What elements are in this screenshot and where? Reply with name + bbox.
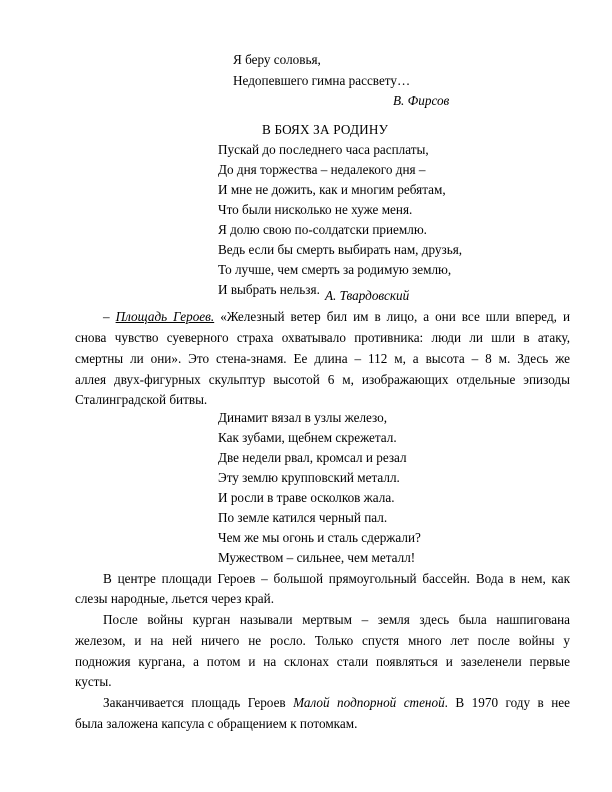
para4-italic-phrase: Малой подпорной стеной [293,695,445,710]
para2-line-2: слезы народные, льется через край. [75,591,275,606]
poem1-author: В. Фирсов [393,93,450,108]
poem2-line-3: И мне не дожить, как и многим ребятам, [218,182,446,197]
poem3-line-8: Мужеством – сильнее, чем металл! [218,550,416,565]
poem1-line-2: Недопевшего гимна рассвету… [233,73,411,88]
para3-line-3: подножия кургана, а потом и на склонах стали появляться и зазеленели первые [75,654,570,669]
poem1-line-1: Я беру соловья, [233,52,321,67]
para4-line-1-end: . В 1970 году в нее [444,695,571,710]
para1-line-5: Сталинградской битвы. [75,392,208,407]
para4-line-1 [103,695,570,711]
poem2-line-6: Ведь если бы смерть выбирать нам, друзья, [218,242,463,257]
poem2-line-5: Я долю свою по-солдатски приемлю. [218,222,427,237]
poem3-line-5: И росли в траве осколков жала. [218,490,395,505]
para1-line-1 [103,309,570,325]
poem2-author: А. Твардовский [325,288,410,303]
poem3-line-2: Как зубами, щебнем скрежетал. [218,430,397,445]
para1-line-3: смертны ли они». Это стена-знамя. Ее длина – 112 м, а высота – 8 м. Здесь же [75,351,570,366]
para4-line-2: была заложена капсула с обращением к потомкам. [75,716,358,731]
poem2-line-8: И выбрать нельзя. [218,282,320,297]
poem3-line-1: Динамит вязал в узлы железо, [218,410,388,425]
poem2-line-7: То лучше, чем смерть за родимую землю, [218,262,452,277]
poem2-line-4: Что были нисколько не хуже меня. [218,202,413,217]
para4-line-1-start: Заканчивается площадь Героев [103,695,294,710]
poem2-line-1: Пускай до последнего часа расплаты, [218,142,429,157]
para1-line-1-text: «Железный ветер бил им в лицо, а они все шли вперед, и [220,309,571,324]
section-heading: В БОЯХ ЗА РОДИНУ [262,122,389,137]
para1-line-4: аллея двух-фигурных скульптур высотой 6 м, изображающих отдельные эпизоды [75,372,570,387]
poem3-line-3: Две недели рвал, кромсал и резал [218,450,407,465]
poem3-line-4: Эту землю крупповский металл. [218,470,400,485]
poem3-line-6: По земле катился черный пал. [218,510,388,525]
para3-line-2: железом, и на ней ничего не росло. Только спустя много лет после войны у [75,633,570,648]
para1-line-2: снова чувство суеверного страха охватывало противника: люди ли шли в атаку, [75,330,570,345]
para3-line-4: кусты. [75,674,112,689]
poem2-line-2: До дня торжества – недалекого дня – [218,162,426,177]
para2-line-1: В центре площади Героев – большой прямоугольный бассейн. Вода в нем, как [103,571,570,586]
place-name: Площадь Героев. [115,309,215,324]
para3-line-1: После войны курган называли мертвым – земля здесь была нашпигована [103,612,570,627]
poem3-line-7: Чем же мы огонь и сталь сдержали? [218,530,421,545]
para1-dash: – [103,309,110,324]
